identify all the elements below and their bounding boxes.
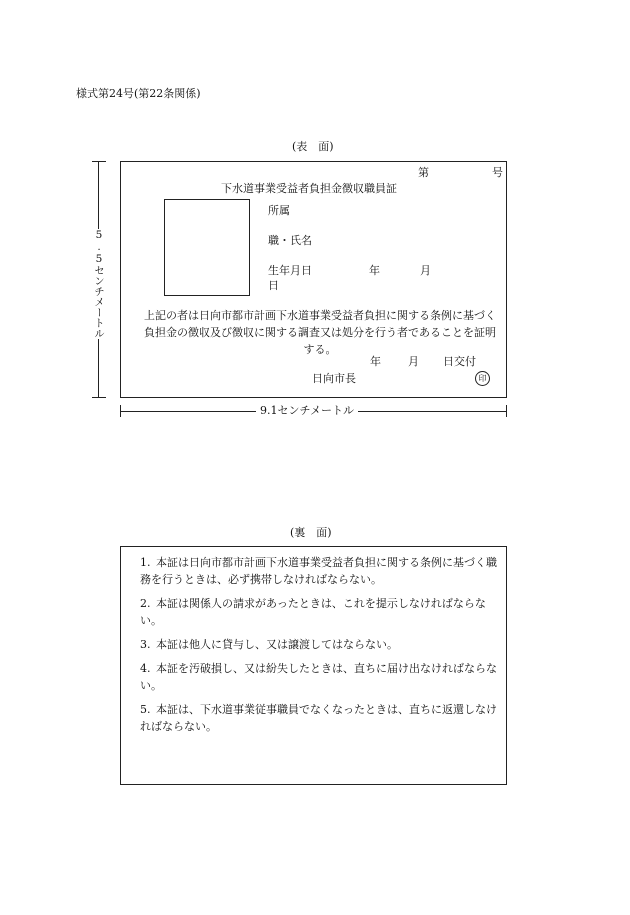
list-item: 3. 本証は他人に貸与し、又は譲渡してはならない。 — [140, 638, 398, 651]
width-dim-right-tick — [506, 405, 507, 417]
list-item: 4. 本証を汚破損し、又は紛失したときは、直ちに届け出なければならない。 — [140, 662, 497, 692]
height-dim-label: 5.5センチメートル — [93, 229, 105, 339]
list-item: 2. 本証は関係人の請求があったときは、これを提示しなければならない。 — [140, 597, 486, 627]
front-heading: (表 面) — [292, 140, 334, 153]
birth-month: 月 — [420, 264, 431, 277]
birth-day: 日 — [268, 279, 279, 292]
card-title: 下水道事業受益者負担金徴収職員証 — [221, 182, 397, 195]
width-dim-label: 9.1センチメートル — [256, 405, 358, 416]
list-item: 5. 本証は、下水道事業従事職員でなくなったときは、直ちに返還しなければならない。 — [140, 703, 497, 733]
form-title: 様式第24号(第22条関係) — [76, 87, 201, 100]
issue-month: 月 — [408, 355, 419, 368]
photo-frame — [164, 199, 250, 296]
back-heading: (裏 面) — [290, 526, 332, 539]
back-items — [130, 554, 502, 742]
issue-year: 年 — [370, 355, 381, 368]
number-suffix: 号 — [492, 166, 503, 179]
mayor-label: 日向市長 — [312, 372, 356, 385]
height-dim-bottom-tick — [92, 397, 106, 398]
seal-mark: 印 — [475, 371, 490, 386]
list-item: 1. 本証は日向市都市計画下水道事業受益者負担に関する条例に基づく職務を行うときは、必ず携帯しなければならない。 — [140, 556, 497, 586]
issue-day: 日交付 — [443, 355, 476, 368]
name-label: 職・氏名 — [268, 234, 312, 247]
birth-year: 年 — [369, 264, 380, 277]
certification-text: 上記の者は日向市都市計画下水道事業受益者負担に関する条例に基づく負担金の徴収及び徴収に関する調査又は処分を行う者であることを証明する。 — [144, 309, 496, 356]
birth-label: 生年月日 — [268, 264, 312, 277]
affiliation-label: 所属 — [268, 204, 290, 217]
height-dim-top-tick — [92, 161, 106, 162]
number-label: 第 — [418, 166, 429, 179]
